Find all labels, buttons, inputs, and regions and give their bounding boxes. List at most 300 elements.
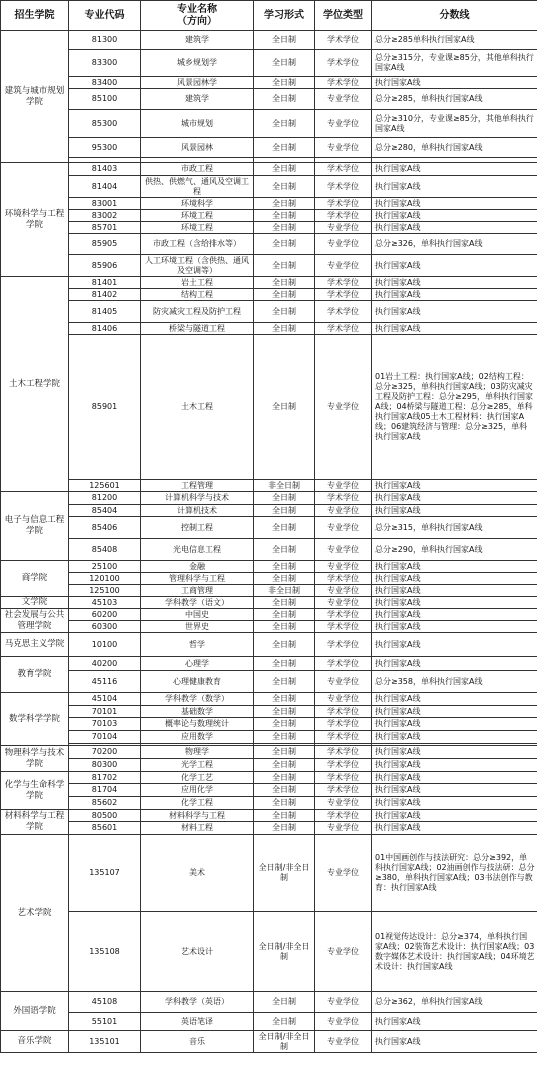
degree-cell: 专业学位: [315, 222, 372, 234]
mode-cell: 全日制: [254, 517, 315, 539]
table-row: [1, 609, 537, 621]
degree-cell: 专业学位: [315, 480, 372, 492]
mode-cell: 全日制/非全日制: [254, 912, 315, 992]
mode-cell: 非全日制: [254, 585, 315, 597]
degree-cell: 专业学位: [315, 89, 372, 110]
code-cell: 40200: [69, 657, 141, 671]
score-cell: 执行国家A线: [372, 810, 537, 822]
mode-cell: 全日制: [254, 89, 315, 110]
degree-cell: 专业学位: [315, 561, 372, 573]
table-row: [1, 835, 537, 912]
mode-cell: 全日制: [254, 163, 315, 176]
mode-cell: 全日制: [254, 784, 315, 797]
code-cell: 85602: [69, 797, 141, 810]
table-row: [1, 323, 537, 335]
score-cell: 执行国家A线: [372, 323, 537, 335]
degree-cell: 专业学位: [315, 671, 372, 693]
score-cell: 总分≥362，单科执行国家A线: [372, 992, 537, 1013]
mode-cell: 全日制: [254, 573, 315, 585]
mode-cell: 全日制: [254, 746, 315, 759]
major-cell: 化学工艺: [141, 772, 254, 784]
table-row: [1, 539, 537, 561]
degree-cell: 专业学位: [315, 234, 372, 255]
score-cell: 总分≥280，单科执行国家A线: [372, 138, 537, 158]
major-cell: 学科教学（数学）: [141, 693, 254, 706]
mode-cell: 全日制: [254, 759, 315, 772]
mode-cell: 全日制: [254, 210, 315, 222]
college-cell: 物理科学与技术学院: [1, 746, 69, 772]
table-row: [1, 222, 537, 234]
major-cell: 市政工程: [141, 163, 254, 176]
major-cell: 环境科学: [141, 198, 254, 210]
table-row: [1, 992, 537, 1013]
score-cell: 执行国家A线: [372, 176, 537, 198]
college-cell: 艺术学院: [1, 835, 69, 992]
table-row: [1, 585, 537, 597]
major-cell: 材料工程: [141, 822, 254, 835]
score-cell: 总分≥326，单科执行国家A线: [372, 234, 537, 255]
table-row: [1, 693, 537, 706]
table-row: [1, 633, 537, 657]
code-cell: 81405: [69, 301, 141, 323]
degree-cell: 学术学位: [315, 176, 372, 198]
major-cell: 供热、供燃气、通风及空调工程: [141, 176, 254, 198]
code-cell: 81402: [69, 289, 141, 301]
college-cell: 马克思主义学院: [1, 633, 69, 657]
degree-cell: 学术学位: [315, 289, 372, 301]
table-row: [1, 255, 537, 277]
score-cell: 执行国家A线: [372, 210, 537, 222]
code-cell: 135108: [69, 912, 141, 992]
college-cell: 建筑与城市规划学院: [1, 31, 69, 163]
degree-cell: 专业学位: [315, 585, 372, 597]
table-row: [1, 784, 537, 797]
mode-cell: 全日制: [254, 657, 315, 671]
score-cell: 执行国家A线: [372, 198, 537, 210]
mode-cell: 全日制: [254, 693, 315, 706]
degree-cell: 学术学位: [315, 301, 372, 323]
major-cell: 市政工程（含给排水等）: [141, 234, 254, 255]
score-cell: 执行国家A线: [372, 1031, 537, 1053]
degree-cell: 专业学位: [315, 1031, 372, 1053]
degree-cell: 学术学位: [315, 746, 372, 759]
table-row: [1, 822, 537, 835]
code-cell: 85300: [69, 110, 141, 138]
code-cell: 55101: [69, 1013, 141, 1031]
college-cell: 音乐学院: [1, 1031, 69, 1053]
table-row: [1, 912, 537, 992]
college-cell: 化学与生命科学学院: [1, 772, 69, 810]
code-cell: 70104: [69, 731, 141, 744]
code-cell: 81406: [69, 323, 141, 335]
major-cell: 工程管理: [141, 480, 254, 492]
mode-cell: 全日制: [254, 289, 315, 301]
code-cell: 135101: [69, 1031, 141, 1053]
header-degree: 学位类型: [315, 1, 372, 31]
score-cell: 01岩土工程：执行国家A线；02结构工程：总分≥325，单科执行国家A线；03防灾减灾工程及防护工程：总分≥295，单科执行国家A线；04桥梁与隧道工程：总分≥285，单科执行国家A线05土木工程材料：执行国家A线；06建筑经济与管理：总分≥325，单科执行国家A线: [372, 335, 537, 480]
mode-cell: 全日制: [254, 301, 315, 323]
mode-cell: 全日制: [254, 718, 315, 731]
mode-cell: 全日制: [254, 277, 315, 289]
mode-cell: 非全日制: [254, 480, 315, 492]
score-cell: 总分≥290，单科执行国家A线: [372, 539, 537, 561]
mode-cell: 全日制: [254, 810, 315, 822]
code-cell: 85901: [69, 335, 141, 480]
score-cell: 执行国家A线: [372, 609, 537, 621]
degree-cell: 学术学位: [315, 810, 372, 822]
degree-cell: 专业学位: [315, 835, 372, 912]
score-cell: 执行国家A线: [372, 77, 537, 89]
table-row: [1, 198, 537, 210]
major-cell: 风景园林学: [141, 77, 254, 89]
code-cell: 85404: [69, 505, 141, 517]
score-cell: 执行国家A线: [372, 731, 537, 744]
table-body: [1, 31, 537, 1053]
code-cell: 60200: [69, 609, 141, 621]
degree-cell: 学术学位: [315, 609, 372, 621]
table-row: [1, 234, 537, 255]
major-cell: 光电信息工程: [141, 539, 254, 561]
table-row: [1, 573, 537, 585]
table-row: [1, 210, 537, 222]
mode-cell: 全日制: [254, 50, 315, 77]
college-cell: 商学院: [1, 561, 69, 597]
table-row: [1, 561, 537, 573]
degree-cell: 学术学位: [315, 759, 372, 772]
score-cell: 执行国家A线: [372, 277, 537, 289]
major-cell: 学科教学（英语）: [141, 992, 254, 1013]
mode-cell: 全日制: [254, 77, 315, 89]
code-cell: 81401: [69, 277, 141, 289]
table-row: [1, 31, 537, 50]
score-cell: 执行国家A线: [372, 772, 537, 784]
degree-cell: 学术学位: [315, 573, 372, 585]
code-cell: 70103: [69, 718, 141, 731]
mode-cell: 全日制: [254, 822, 315, 835]
score-cell: 执行国家A线: [372, 797, 537, 810]
score-cell: 执行国家A线: [372, 784, 537, 797]
degree-cell: 学术学位: [315, 633, 372, 657]
college-cell: 数学科学学院: [1, 693, 69, 746]
table-row: [1, 772, 537, 784]
mode-cell: 全日制: [254, 539, 315, 561]
code-cell: 80500: [69, 810, 141, 822]
code-cell: 45116: [69, 671, 141, 693]
degree-cell: 学术学位: [315, 772, 372, 784]
code-cell: 83002: [69, 210, 141, 222]
header-major: 专业名称 （方向）: [141, 1, 254, 31]
mode-cell: 全日制: [254, 772, 315, 784]
college-cell: 教育学院: [1, 657, 69, 693]
score-cell: 执行国家A线: [372, 480, 537, 492]
score-cell: 总分≥358，单科执行国家A线: [372, 671, 537, 693]
code-cell: 45108: [69, 992, 141, 1013]
major-cell: 心理学: [141, 657, 254, 671]
score-cell: 执行国家A线: [372, 505, 537, 517]
code-cell: 60300: [69, 621, 141, 633]
mode-cell: 全日制: [254, 234, 315, 255]
table-row: [1, 797, 537, 810]
degree-cell: 学术学位: [315, 718, 372, 731]
table-row: [1, 301, 537, 323]
major-cell: 英语笔译: [141, 1013, 254, 1031]
degree-cell: 专业学位: [315, 597, 372, 609]
code-cell: 81702: [69, 772, 141, 784]
degree-cell: 学术学位: [315, 706, 372, 718]
major-cell: 城市规划: [141, 110, 254, 138]
table-row: [1, 759, 537, 772]
major-cell: 建筑学: [141, 89, 254, 110]
mode-cell: 全日制: [254, 31, 315, 50]
major-cell: 艺术设计: [141, 912, 254, 992]
mode-cell: 全日制: [254, 335, 315, 480]
college-cell: 土木工程学院: [1, 277, 69, 492]
table-row: [1, 505, 537, 517]
table-row: [1, 657, 537, 671]
degree-cell: 专业学位: [315, 110, 372, 138]
major-cell: 心理健康教育: [141, 671, 254, 693]
degree-cell: 学术学位: [315, 731, 372, 744]
major-cell: 美术: [141, 835, 254, 912]
table-row: [1, 706, 537, 718]
table-row: [1, 1013, 537, 1031]
table-row: [1, 671, 537, 693]
score-cell: 执行国家A线: [372, 718, 537, 731]
table-row: [1, 810, 537, 822]
major-cell: 人工环境工程（含供热、通风及空调等）: [141, 255, 254, 277]
score-cell: 总分≥315，单科执行国家A线: [372, 517, 537, 539]
score-cell: 执行国家A线: [372, 706, 537, 718]
table-row: [1, 77, 537, 89]
code-cell: 81200: [69, 492, 141, 505]
major-cell: 化学工程: [141, 797, 254, 810]
degree-cell: 专业学位: [315, 822, 372, 835]
mode-cell: 全日制: [254, 138, 315, 158]
degree-cell: 学术学位: [315, 198, 372, 210]
score-cell: 执行国家A线: [372, 759, 537, 772]
major-cell: 环境工程: [141, 210, 254, 222]
table-header-row: [1, 1, 537, 31]
score-cell: 执行国家A线: [372, 492, 537, 505]
score-cell: 执行国家A线: [372, 693, 537, 706]
code-cell: 85905: [69, 234, 141, 255]
code-cell: 85100: [69, 89, 141, 110]
mode-cell: 全日制: [254, 110, 315, 138]
score-cell: 执行国家A线: [372, 633, 537, 657]
code-cell: 81300: [69, 31, 141, 50]
score-cell: 01视觉传达设计：总分≥374，单科执行国家A线；02装饰艺术设计：执行国家A线；03数字媒体艺术设计：执行国家A线；04环境艺术设计：执行国家A线: [372, 912, 537, 992]
mode-cell: 全日制: [254, 255, 315, 277]
mode-cell: 全日制: [254, 176, 315, 198]
mode-cell: 全日制: [254, 609, 315, 621]
degree-cell: 专业学位: [315, 992, 372, 1013]
score-cell: 执行国家A线: [372, 585, 537, 597]
degree-cell: 专业学位: [315, 912, 372, 992]
code-cell: 10100: [69, 633, 141, 657]
mode-cell: 全日制: [254, 731, 315, 744]
score-cell: 总分≥315分，专业课≥85分，其他单科执行国家A线: [372, 50, 537, 77]
degree-cell: 专业学位: [315, 693, 372, 706]
code-cell: 85406: [69, 517, 141, 539]
table-row: [1, 492, 537, 505]
degree-cell: 学术学位: [315, 657, 372, 671]
header-college: 招生学院: [1, 1, 69, 31]
score-cell: 执行国家A线: [372, 222, 537, 234]
code-cell: 80300: [69, 759, 141, 772]
score-cell: 执行国家A线: [372, 822, 537, 835]
code-cell: 81403: [69, 163, 141, 176]
degree-cell: 专业学位: [315, 539, 372, 561]
table-row: [1, 597, 537, 609]
degree-cell: 学术学位: [315, 50, 372, 77]
score-cell: 总分≥285单科执行国家A线: [372, 31, 537, 50]
code-cell: 83300: [69, 50, 141, 77]
table-row: [1, 89, 537, 110]
mode-cell: 全日制/非全日制: [254, 1031, 315, 1053]
major-cell: 应用化学: [141, 784, 254, 797]
major-cell: 哲学: [141, 633, 254, 657]
college-cell: 材料科学与工程学院: [1, 810, 69, 835]
mode-cell: 全日制: [254, 198, 315, 210]
table-row: [1, 517, 537, 539]
code-cell: 83001: [69, 198, 141, 210]
mode-cell: 全日制: [254, 633, 315, 657]
degree-cell: 学术学位: [315, 77, 372, 89]
score-cell: 执行国家A线: [372, 621, 537, 633]
degree-cell: 学术学位: [315, 210, 372, 222]
major-cell: 材料科学与工程: [141, 810, 254, 822]
major-cell: 金融: [141, 561, 254, 573]
score-cell: 总分≥285，单科执行国家A线: [372, 89, 537, 110]
degree-cell: 学术学位: [315, 31, 372, 50]
major-cell: 管理科学与工程: [141, 573, 254, 585]
mode-cell: 全日制: [254, 323, 315, 335]
major-cell: 土木工程: [141, 335, 254, 480]
table-row: [1, 138, 537, 158]
mode-cell: 全日制: [254, 222, 315, 234]
score-cell: 总分≥310分，专业课≥85分，其他单科执行国家A线: [372, 110, 537, 138]
code-cell: 45104: [69, 693, 141, 706]
degree-cell: 学术学位: [315, 163, 372, 176]
college-cell: 外国语学院: [1, 992, 69, 1031]
header-mode: 学习形式: [254, 1, 315, 31]
code-cell: 85701: [69, 222, 141, 234]
mode-cell: 全日制: [254, 706, 315, 718]
score-cell: 01中国画创作与技法研究：总分≥392，单科执行国家A线；02油画创作与技法研：总分≥380，单科执行国家A线；03书法创作与教育：执行国家A线: [372, 835, 537, 912]
code-cell: 70200: [69, 746, 141, 759]
degree-cell: 专业学位: [315, 335, 372, 480]
mode-cell: 全日制: [254, 561, 315, 573]
major-cell: 中国史: [141, 609, 254, 621]
table-row: [1, 621, 537, 633]
degree-cell: 专业学位: [315, 255, 372, 277]
major-cell: 光学工程: [141, 759, 254, 772]
code-cell: 81404: [69, 176, 141, 198]
degree-cell: 专业学位: [315, 505, 372, 517]
major-cell: 建筑学: [141, 31, 254, 50]
table-row: [1, 335, 537, 480]
score-cell: 执行国家A线: [372, 163, 537, 176]
major-cell: 学科教学（语文）: [141, 597, 254, 609]
degree-cell: 专业学位: [315, 138, 372, 158]
college-cell: 电子与信息工程学院: [1, 492, 69, 561]
mode-cell: 全日制: [254, 621, 315, 633]
mode-cell: 全日制: [254, 505, 315, 517]
score-cell: 执行国家A线: [372, 597, 537, 609]
code-cell: 85601: [69, 822, 141, 835]
code-cell: 125100: [69, 585, 141, 597]
college-cell: 社会发展与公共管理学院: [1, 609, 69, 633]
mode-cell: 全日制: [254, 597, 315, 609]
degree-cell: 学术学位: [315, 492, 372, 505]
major-cell: 世界史: [141, 621, 254, 633]
major-cell: 环境工程: [141, 222, 254, 234]
code-cell: 85906: [69, 255, 141, 277]
major-cell: 应用数学: [141, 731, 254, 744]
code-cell: 25100: [69, 561, 141, 573]
table-row: [1, 731, 537, 744]
code-cell: 120100: [69, 573, 141, 585]
major-cell: 工商管理: [141, 585, 254, 597]
degree-cell: 专业学位: [315, 1013, 372, 1031]
table-row: [1, 50, 537, 77]
score-cell: 执行国家A线: [372, 255, 537, 277]
mode-cell: 全日制/非全日制: [254, 835, 315, 912]
major-cell: 桥梁与隧道工程: [141, 323, 254, 335]
score-cell: 执行国家A线: [372, 289, 537, 301]
code-cell: 45103: [69, 597, 141, 609]
college-cell: 文学院: [1, 597, 69, 609]
table-row: [1, 718, 537, 731]
degree-cell: 专业学位: [315, 517, 372, 539]
major-cell: 计算机技术: [141, 505, 254, 517]
score-cell: 执行国家A线: [372, 1013, 537, 1031]
degree-cell: 学术学位: [315, 323, 372, 335]
code-cell: 135107: [69, 835, 141, 912]
degree-cell: 学术学位: [315, 621, 372, 633]
major-cell: 计算机科学与技术: [141, 492, 254, 505]
code-cell: 70101: [69, 706, 141, 718]
code-cell: 125601: [69, 480, 141, 492]
degree-cell: 专业学位: [315, 797, 372, 810]
major-cell: 城乡规划学: [141, 50, 254, 77]
major-cell: 基础数学: [141, 706, 254, 718]
table-row: [1, 1031, 537, 1053]
score-cell: 执行国家A线: [372, 746, 537, 759]
degree-cell: 学术学位: [315, 784, 372, 797]
score-cell: 执行国家A线: [372, 301, 537, 323]
score-cell: 执行国家A线: [372, 561, 537, 573]
mode-cell: 全日制: [254, 492, 315, 505]
table-row: [1, 163, 537, 176]
major-cell: 音乐: [141, 1031, 254, 1053]
mode-cell: 全日制: [254, 992, 315, 1013]
table-row: [1, 480, 537, 492]
college-cell: 环境科学与工程学院: [1, 163, 69, 277]
major-cell: 控制工程: [141, 517, 254, 539]
code-cell: 81704: [69, 784, 141, 797]
score-cell: 执行国家A线: [372, 573, 537, 585]
mode-cell: 全日制: [254, 1013, 315, 1031]
code-cell: 83400: [69, 77, 141, 89]
mode-cell: 全日制: [254, 671, 315, 693]
header-score: 分数线: [372, 1, 537, 31]
header-code: 专业代码: [69, 1, 141, 31]
degree-cell: 学术学位: [315, 277, 372, 289]
score-cell: 执行国家A线: [372, 657, 537, 671]
major-cell: 物理学: [141, 746, 254, 759]
major-cell: 防灾减灾工程及防护工程: [141, 301, 254, 323]
